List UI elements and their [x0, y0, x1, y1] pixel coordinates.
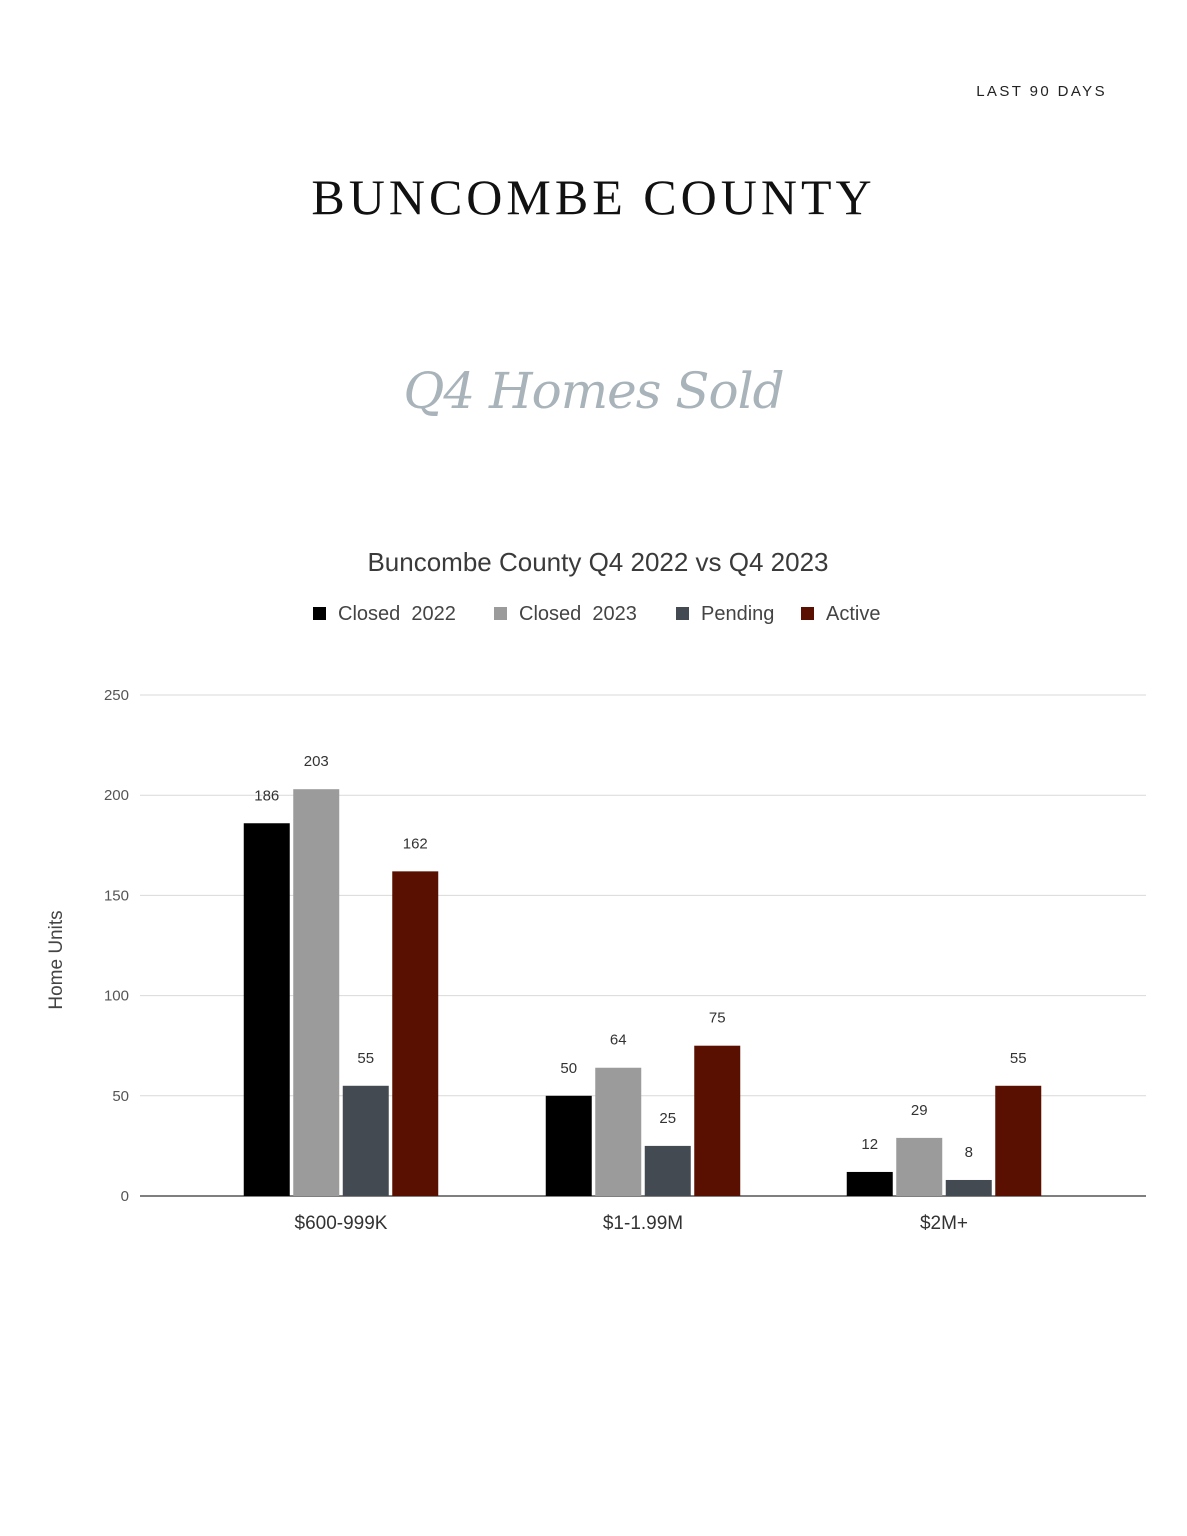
bar-closed-2023-2m — [896, 1138, 942, 1196]
bar-active-1-1-99m — [694, 1046, 740, 1196]
legend-label: Closed 2023 — [519, 603, 637, 625]
data-label: 75 — [708, 1009, 726, 1027]
data-label: 8 — [964, 1143, 973, 1161]
legend-swatch-closed-2022 — [313, 607, 326, 620]
bar-closed-2023-1-1-99m — [595, 1068, 641, 1196]
y-tick-label: 250 — [103, 687, 129, 704]
page-title: BUNCOMBE COUNTY — [311, 169, 876, 225]
data-label: 29 — [910, 1101, 928, 1119]
y-tick-label: 100 — [103, 987, 129, 1005]
x-tick-label: $1-1.99M — [602, 1213, 684, 1234]
data-label: 64 — [609, 1031, 627, 1049]
bar-active-2m — [995, 1086, 1041, 1196]
legend-label: Pending — [701, 603, 775, 625]
y-tick-label: 0 — [120, 1188, 129, 1205]
data-label: 12 — [861, 1135, 879, 1153]
data-label: 162 — [402, 835, 428, 853]
chart-legend — [313, 603, 880, 625]
page-subtitle: Q4 Homes Sold — [403, 362, 784, 420]
chart-bars — [244, 789, 1042, 1196]
legend-swatch-closed-2023 — [494, 607, 507, 620]
bar-active-600-999k — [392, 871, 438, 1196]
y-tick-label: 200 — [103, 787, 129, 805]
legend-label: Active — [826, 603, 881, 625]
legend-swatch-pending — [676, 607, 689, 620]
y-axis-label: Home Units — [46, 910, 67, 1010]
legend-swatch-active — [801, 607, 814, 620]
x-axis-ticks — [295, 1213, 969, 1234]
date-range-tag: LAST 90 DAYS — [976, 83, 1107, 100]
y-tick-label: 50 — [112, 1087, 129, 1105]
data-label: 25 — [659, 1109, 677, 1127]
x-tick-label: $2M+ — [919, 1213, 969, 1234]
chart-gridlines — [140, 695, 1146, 1196]
bar-closed-2023-600-999k — [293, 789, 339, 1196]
legend-label: Closed 2022 — [338, 603, 456, 625]
bar-pending-2m — [946, 1180, 992, 1196]
chart-title: Buncombe County Q4 2022 vs Q4 2023 — [367, 547, 829, 577]
y-tick-label: 150 — [103, 887, 129, 905]
data-label: 186 — [254, 787, 280, 805]
y-axis-ticks — [104, 687, 129, 1205]
bar-pending-600-999k — [343, 1086, 389, 1196]
data-label: 50 — [560, 1059, 578, 1077]
data-label: 203 — [303, 753, 329, 771]
data-label: 55 — [1009, 1049, 1027, 1067]
data-label: 55 — [357, 1049, 375, 1067]
bar-closed-2022-1-1-99m — [546, 1096, 592, 1196]
x-tick-label: $600-999K — [294, 1213, 388, 1234]
bar-pending-1-1-99m — [645, 1146, 691, 1196]
bar-chart — [0, 530, 1187, 1260]
bar-closed-2022-600-999k — [244, 823, 290, 1196]
bar-closed-2022-2m — [847, 1172, 893, 1196]
